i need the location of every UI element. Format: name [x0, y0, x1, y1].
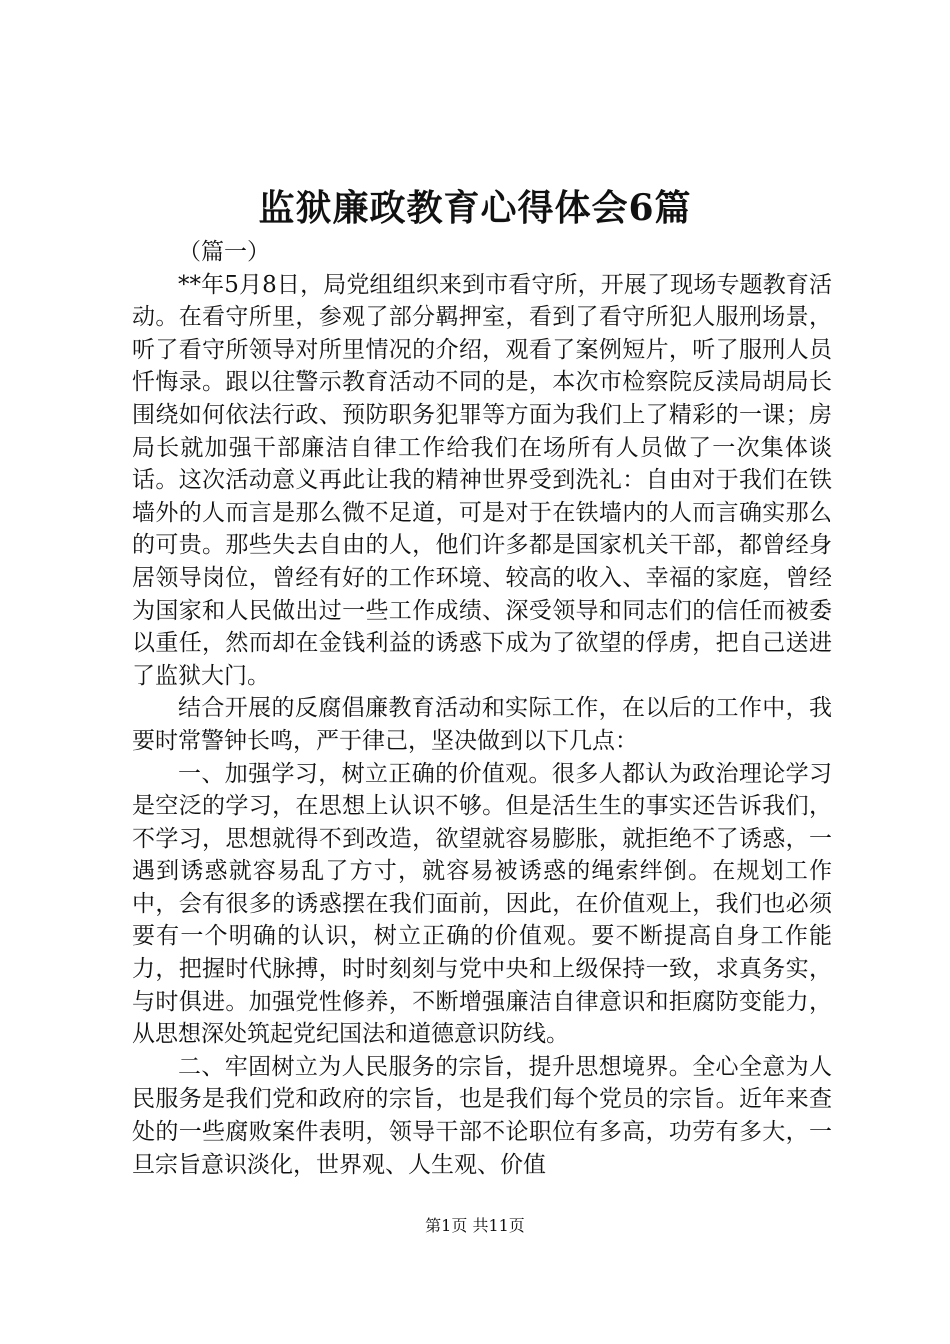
page-number-footer: 第1页 共11页: [425, 1216, 525, 1235]
document-title: 监狱廉政教育心得体会6篇: [258, 187, 692, 229]
body-paragraph: 二、牢固树立为人民服务的宗旨，提升思想境界。全心全意为人民服务是我们党和政府的宗旨，也是我们每个党员的宗旨。近年来查处的一些腐败案件表明，领导干部不论职位有多高，功劳有多大，一旦宗旨意识淡化，世界观、人生观、价值: [132, 1053, 832, 1178]
document-body: [132, 236, 832, 1181]
body-paragraph: 结合开展的反腐倡廉教育活动和实际工作，在以后的工作中，我要时常警钟长鸣，严于律己，坚决做到以下几点：: [132, 695, 832, 754]
section-heading: （篇一）: [178, 239, 270, 265]
body-paragraph: **年5月8日，局党组组织来到市看守所，开展了现场专题教育活动。在看守所里，参观了部分羁押室，看到了看守所犯人服刑场景，听了看守所领导对所里情况的介绍，观看了案例短片，听了服刑人员忏悔录。跟以往警示教育活动不同的是，本次市检察院反渎局胡局长围绕如何依法行政、预防职务犯罪等方面为我们上了精彩的一课；房局长就加强干部廉洁自律工作给我们在场所有人员做了一次集体谈话。这次活动意义再此让我的精神世界受到洗礼：自由对于我们在铁墙外的人而言是那么微不足道，可是对于在铁墙内的人而言确实那么的可贵。那些失去自由的人，他们许多都是国家机关干部，都曾经身居领导岗位，曾经有好的工作环境、较高的收入、幸福的家庭，曾经为国家和人民做出过一些工作成绩、深受领导和同志们的信任而被委以重任，然而却在金钱利益的诱惑下成为了欲望的俘虏，把自己送进了监狱大门。: [132, 271, 832, 689]
body-paragraph: 一、加强学习，树立正确的价值观。很多人都认为政治理论学习是空泛的学习，在思想上认识不够。但是活生生的事实还告诉我们，不学习，思想就得不到改造，欲望就容易膨胀，就拒绝不了诱惑，一遇到诱惑就容易乱了方寸，就容易被诱惑的绳索绊倒。在规划工作中，会有很多的诱惑摆在我们面前，因此，在价值观上，我们也必须要有一个明确的认识，树立正确的价值观。要不断提高自身工作能力，把握时代脉搏，时时刻刻与党中央和上级保持一致，求真务实，与时俱进。加强党性修养，不断增强廉洁自律意识和拒腐防变能力，从思想深处筑起党纪国法和道德意识防线。: [132, 760, 832, 1048]
